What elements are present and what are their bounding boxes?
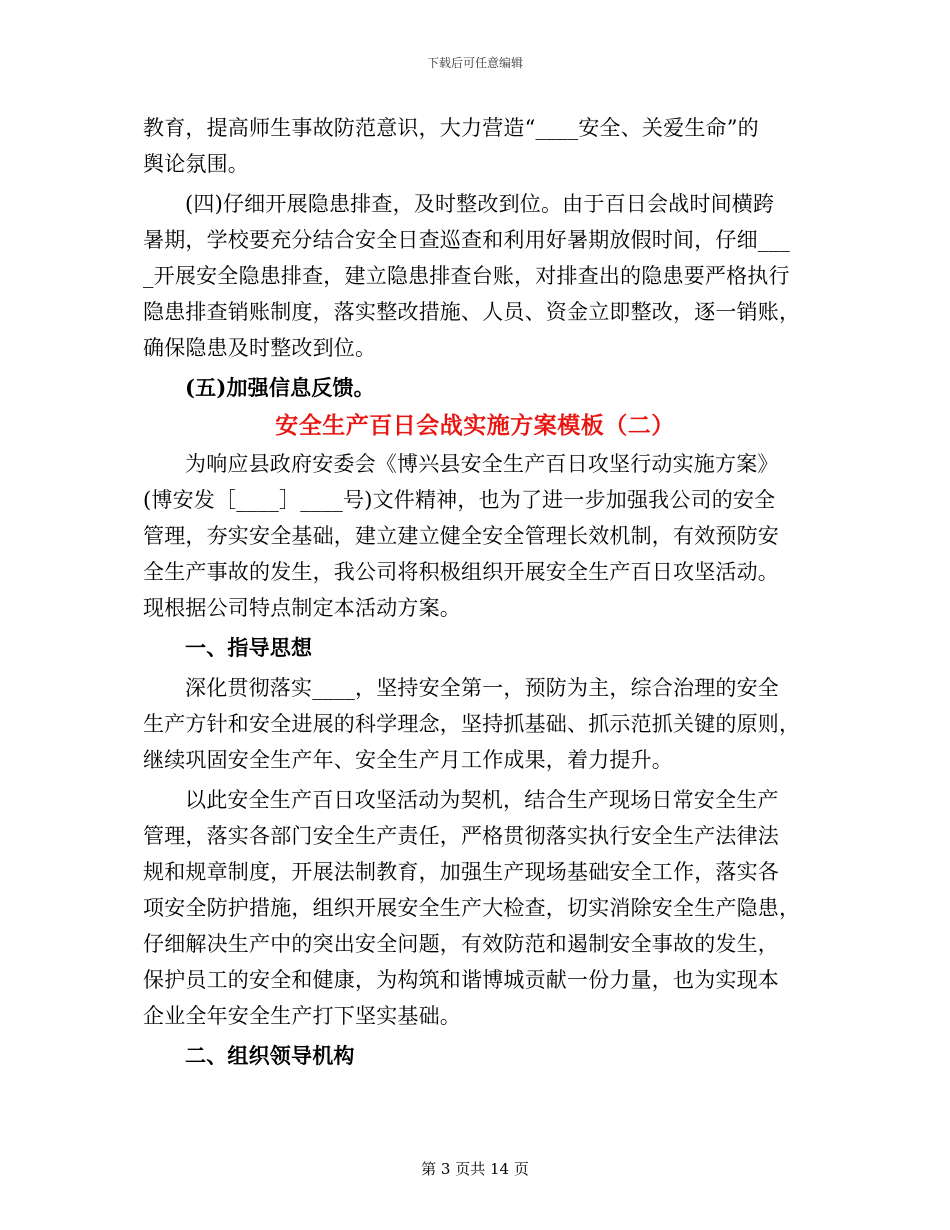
paragraph-line: (四)仔细开展隐患排查，及时整改到位。由于百日会战时间横跨: [185, 192, 775, 216]
paragraph-line: 生产方针和安全进展的科学理念，坚持抓基础、抓示范抓关键的原则，: [143, 712, 801, 736]
paragraph-line: 仔细解决生产中的突出安全问题，有效防范和遏制安全事故的发生，: [143, 932, 779, 956]
page-number: 第 3 页共 14 页: [421, 1160, 529, 1178]
paragraph-line: 深化贯彻落实____，坚持安全第一，预防为主，综合治理的安全: [185, 676, 779, 700]
paragraph-line: _开展安全隐患排查，建立隐患排查台账，对排查出的隐患要严格执行: [143, 264, 790, 288]
paragraph-line: 继续巩固安全生产年、安全生产月工作成果，着力提升。: [143, 748, 673, 772]
paragraph-line: 确保隐患及时整改到位。: [143, 336, 377, 360]
paragraph-line: 教育，提高师生事故防范意识，大力营造“____安全、关爱生命”的: [143, 116, 759, 140]
paragraph-line: 全生产事故的发生，我公司将积极组织开展安全生产百日攻坚活动。: [143, 560, 779, 584]
paragraph-line: 暑期，学校要充分结合安全日查巡查和利用好暑期放假时间，仔细___: [143, 228, 790, 252]
paragraph-line: 现根据公司特点制定本活动方案。: [143, 596, 461, 620]
paragraph-line: 舆论氛围。: [143, 152, 249, 176]
paragraph-line: (博安发［____］____号)文件精神，也为了进一步加强我公司的安全: [143, 488, 776, 512]
document-title: 安全生产百日会战实施方案模板（二）: [275, 412, 675, 439]
paragraph-line: 管理，落实各部门安全生产责任，严格贯彻落实执行安全生产法律法: [143, 824, 779, 848]
paragraph-line: 隐患排查销账制度，落实整改措施、人员、资金立即整改，逐一销账，: [143, 300, 801, 324]
document-body: [143, 110, 807, 1074]
paragraph-line: 规和规章制度，开展法制教育，加强生产现场基础安全工作，落实各: [143, 860, 779, 884]
paragraph-line: 为响应县政府安委会《博兴县安全生产百日攻坚行动实施方案》: [185, 452, 779, 476]
header-note: 下载后可任意编辑: [426, 56, 523, 70]
section-heading: 一、指导思想: [185, 635, 313, 660]
paragraph-line: 以此安全生产百日攻坚活动为契机，结合生产现场日常安全生产: [185, 788, 779, 812]
section-heading: (五)加强信息反馈。: [185, 375, 375, 400]
paragraph-line: 企业全年安全生产打下坚实基础。: [143, 1004, 461, 1028]
section-heading: 二、组织领导机构: [185, 1043, 355, 1068]
paragraph-line: 管理，夯实安全基础，建立建立健全安全管理长效机制，有效预防安: [143, 524, 779, 548]
paragraph-line: 项安全防护措施，组织开展安全生产大检查，切实消除安全生产隐患，: [143, 896, 801, 920]
paragraph-line: 保护员工的安全和健康，为构筑和谐博城贡献一份力量，也为实现本: [143, 968, 779, 992]
